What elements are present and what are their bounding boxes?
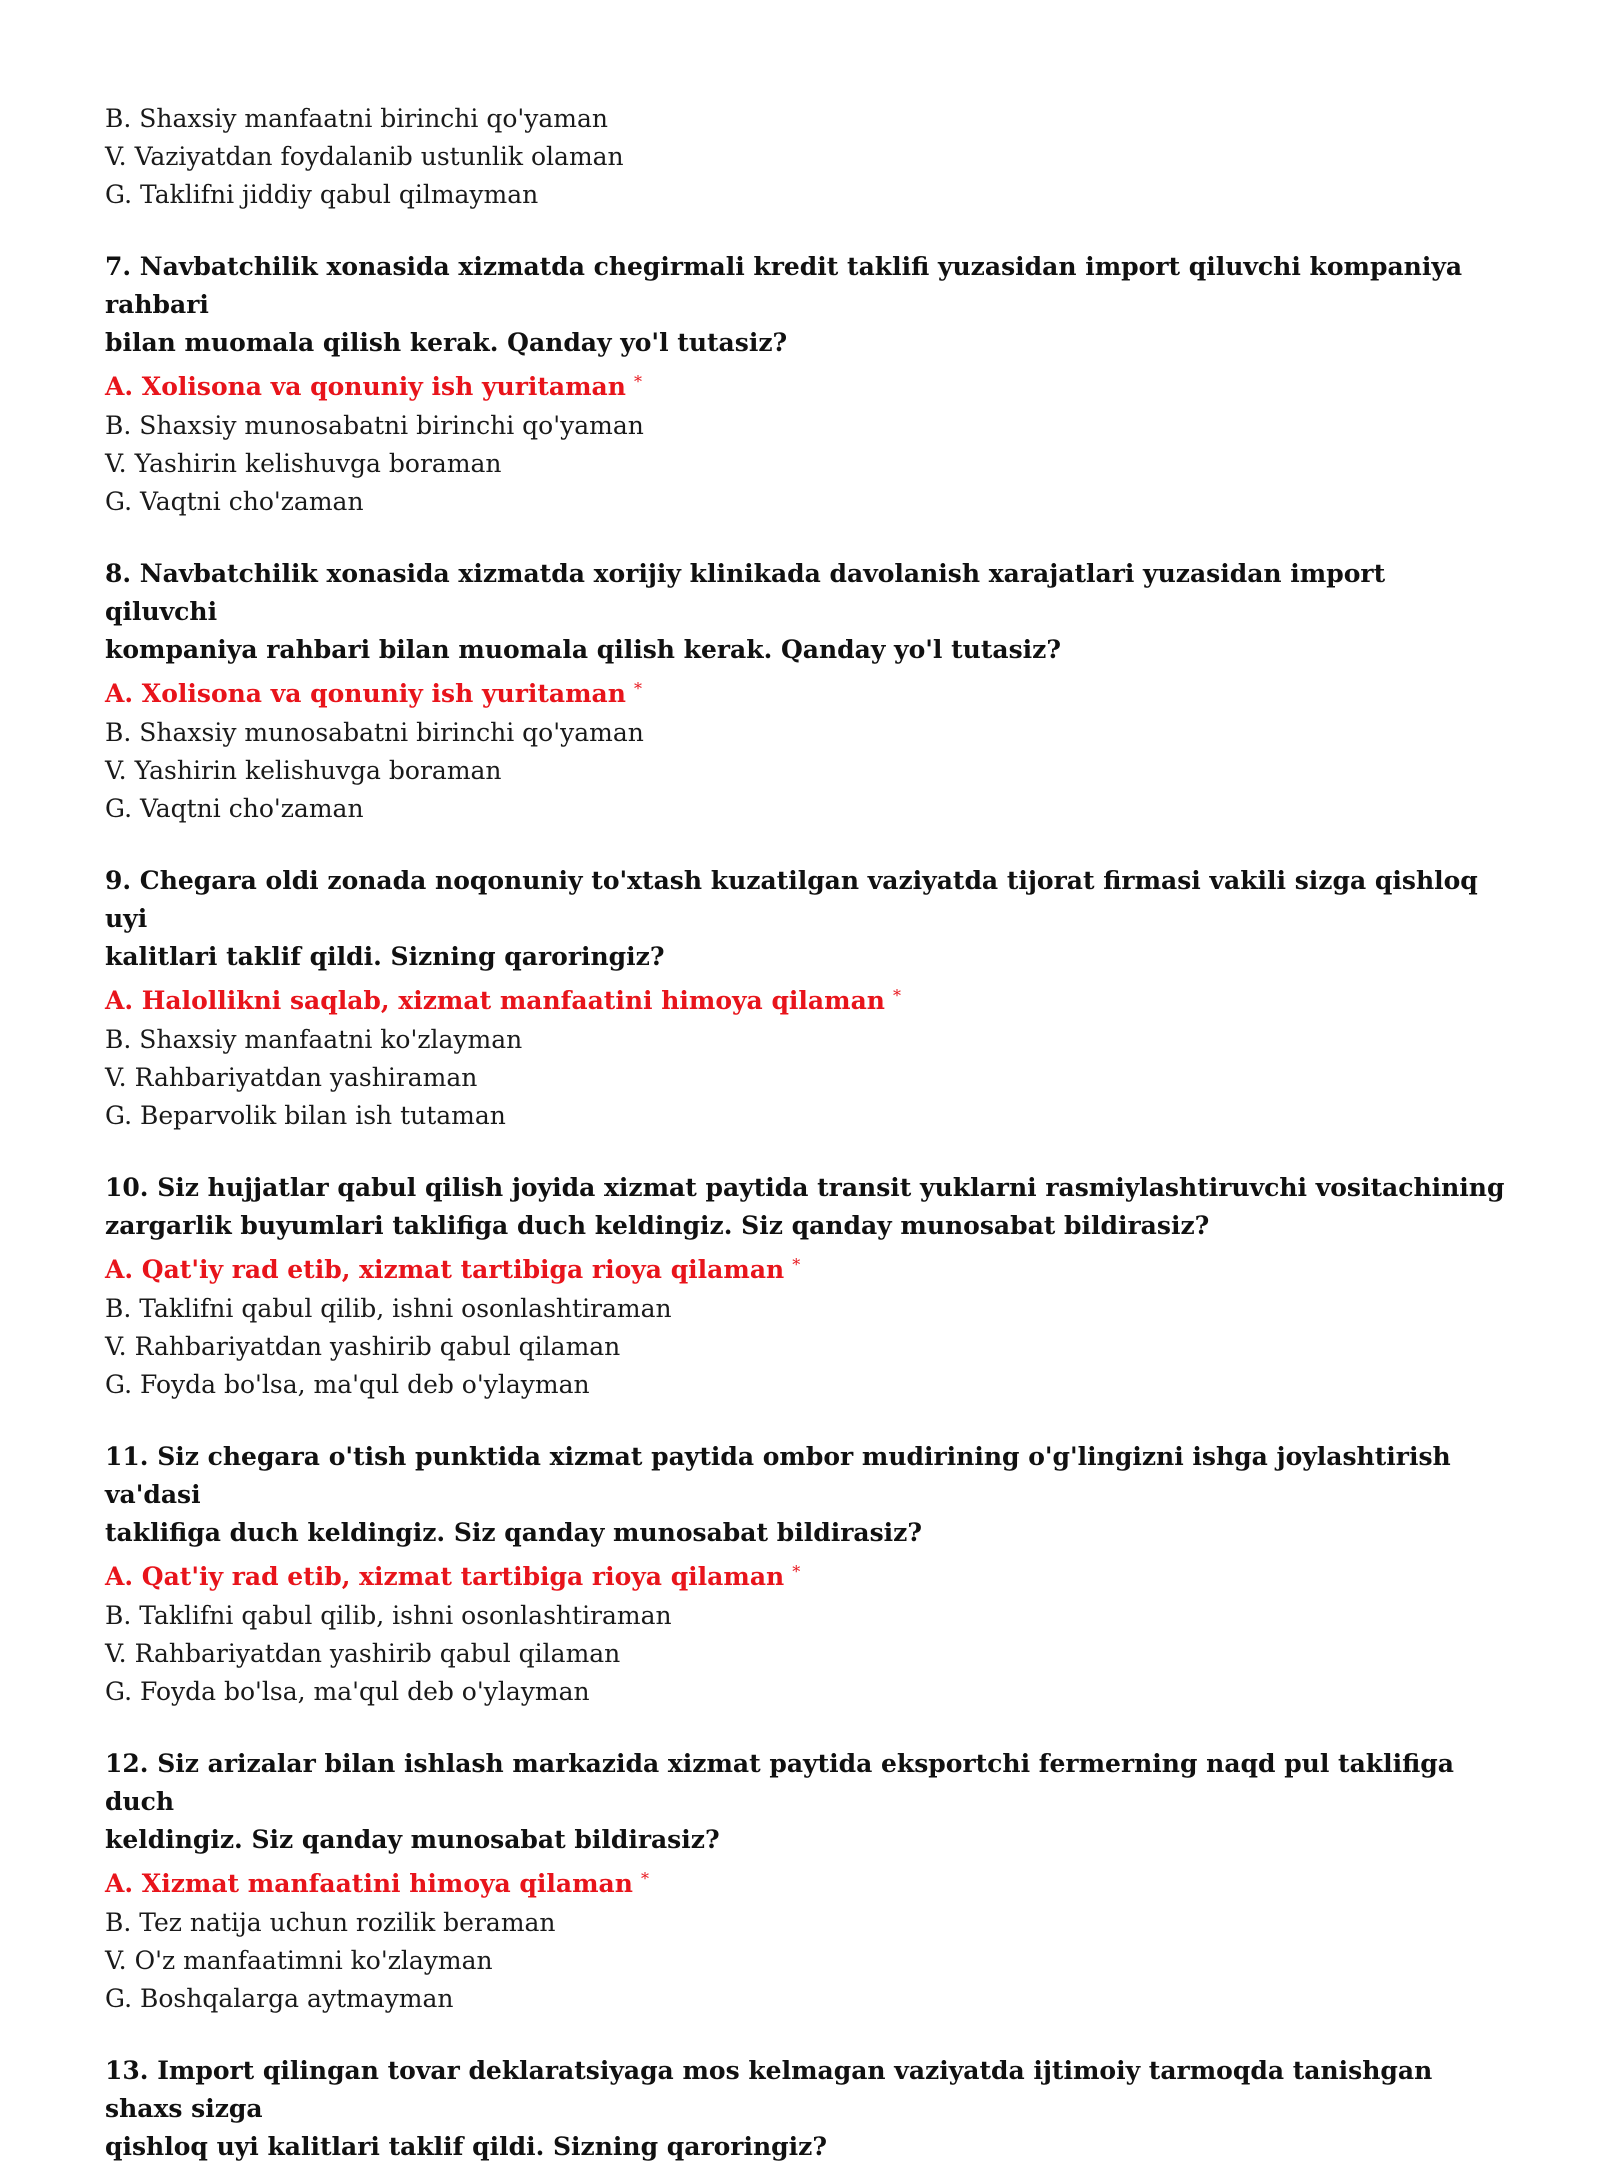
option-b: B. Shaxsiy manfaatni birinchi qo'yaman xyxy=(105,104,609,133)
option-b: B. Taklifni qabul qilib, ishni osonlashtiraman xyxy=(105,1601,672,1630)
option-v: V. O'z manfaatimni ko'zlayman xyxy=(105,1946,493,1975)
question-text xyxy=(105,1438,1505,1552)
question-line: taklifiga duch keldingiz. Siz qanday munosabat bildirasiz? xyxy=(105,1518,922,1547)
option-b: B. Tez natija uchun rozilik beraman xyxy=(105,1908,556,1937)
question-text xyxy=(105,248,1505,362)
question-line: 7. Navbatchilik xonasida xizmatda chegirmali kredit taklifi yuzasidan import qiluvchi kompaniya rahbari xyxy=(105,252,1463,319)
option-g: G. Foyda bo'lsa, ma'qul deb o'ylayman xyxy=(105,1370,590,1399)
correct-answer xyxy=(105,1245,1505,1290)
correct-marker: * xyxy=(892,986,901,1005)
question-text xyxy=(105,2052,1505,2166)
option-v: V. Rahbariyatdan yashiraman xyxy=(105,1063,478,1092)
option-g: G. Vaqtni cho'zaman xyxy=(105,794,364,823)
option-v: V. Rahbariyatdan yashirib qabul qilaman xyxy=(105,1639,621,1668)
correct-answer xyxy=(105,1859,1505,1904)
option-b: B. Taklifni qabul qilib, ishni osonlashtiraman xyxy=(105,1294,672,1323)
option-g: G. Taklifni jiddiy qabul qilmayman xyxy=(105,180,539,209)
correct-answer-text: A. Qat'iy rad etib, xizmat tartibiga rioya qilaman xyxy=(105,1562,785,1591)
correct-answer xyxy=(105,669,1505,714)
question-block-11 xyxy=(105,1438,1505,1711)
question-line: qishloq uyi kalitlari taklif qildi. Sizning qaroringiz? xyxy=(105,2132,827,2161)
question-line: 10. Siz hujjatlar qabul qilish joyida xizmat paytida transit yuklarni rasmiylashtiruvchi vositachining xyxy=(105,1173,1505,1202)
correct-answer-text: A. Xolisona va qonuniy ish yuritaman xyxy=(105,679,626,708)
question-text xyxy=(105,1745,1505,1859)
option-v: V. Yashirin kelishuvga boraman xyxy=(105,756,502,785)
correct-answer xyxy=(105,1552,1505,1597)
question-block-10 xyxy=(105,1169,1505,1404)
question-line: 9. Chegara oldi zonada noqonuniy to'xtash kuzatilgan vaziyatda tijorat firmasi vakili sizga qishloq uyi xyxy=(105,866,1478,933)
option-g: G. Beparvolik bilan ish tutaman xyxy=(105,1101,506,1130)
question-block-7 xyxy=(105,248,1505,521)
correct-marker: * xyxy=(640,1869,649,1888)
question-line: 13. Import qilingan tovar deklaratsiyaga mos kelmagan vaziyatda ijtimoiy tarmoqda tanishgan shaxs sizga xyxy=(105,2056,1433,2123)
question-line: zargarlik buyumlari taklifiga duch keldingiz. Siz qanday munosabat bildirasiz? xyxy=(105,1211,1210,1240)
question-block-13 xyxy=(105,2052,1505,2166)
correct-answer xyxy=(105,976,1505,1021)
question-block-8 xyxy=(105,555,1505,828)
correct-answer-text: A. Xolisona va qonuniy ish yuritaman xyxy=(105,372,626,401)
question-line: keldingiz. Siz qanday munosabat bildirasiz? xyxy=(105,1825,720,1854)
question-line: 8. Navbatchilik xonasida xizmatda xorijiy klinikada davolanish xarajatlari yuzasidan import qiluvchi xyxy=(105,559,1386,626)
option-g: G. Boshqalarga aytmayman xyxy=(105,1984,454,2013)
question-text xyxy=(105,555,1505,669)
correct-marker: * xyxy=(792,1255,801,1274)
option-v: V. Yashirin kelishuvga boraman xyxy=(105,449,502,478)
correct-marker: * xyxy=(633,372,642,391)
correct-answer xyxy=(105,362,1505,407)
correct-marker: * xyxy=(792,1562,801,1581)
question-line: kompaniya rahbari bilan muomala qilish kerak. Qanday yo'l tutasiz? xyxy=(105,635,1061,664)
option-b: B. Shaxsiy munosabatni birinchi qo'yaman xyxy=(105,411,644,440)
correct-answer-text: A. Xizmat manfaatini himoya qilaman xyxy=(105,1869,633,1898)
question-line: 11. Siz chegara o'tish punktida xizmat paytida ombor mudirining o'g'lingizni ishga joylashtirish va'dasi xyxy=(105,1442,1451,1509)
question-block-12 xyxy=(105,1745,1505,2018)
correct-answer-text: A. Qat'iy rad etib, xizmat tartibiga rioya qilaman xyxy=(105,1255,785,1284)
question-line: 12. Siz arizalar bilan ishlash markazida xizmat paytida eksportchi fermerning naqd pul taklifiga duch xyxy=(105,1749,1454,1816)
question-text xyxy=(105,1169,1505,1245)
option-v: V. Rahbariyatdan yashirib qabul qilaman xyxy=(105,1332,621,1361)
document-page xyxy=(105,100,1505,2166)
option-b: B. Shaxsiy munosabatni birinchi qo'yaman xyxy=(105,718,644,747)
question-text xyxy=(105,862,1505,976)
option-g: G. Vaqtni cho'zaman xyxy=(105,487,364,516)
previous-question-remaining-options xyxy=(105,100,1505,214)
question-line: kalitlari taklif qildi. Sizning qaroringiz? xyxy=(105,942,665,971)
correct-marker: * xyxy=(633,679,642,698)
question-block-9 xyxy=(105,862,1505,1135)
option-g: G. Foyda bo'lsa, ma'qul deb o'ylayman xyxy=(105,1677,590,1706)
option-v: V. Vaziyatdan foydalanib ustunlik olaman xyxy=(105,142,624,171)
option-b: B. Shaxsiy manfaatni ko'zlayman xyxy=(105,1025,523,1054)
question-line: bilan muomala qilish kerak. Qanday yo'l tutasiz? xyxy=(105,328,788,357)
correct-answer-text: A. Halollikni saqlab, xizmat manfaatini himoya qilaman xyxy=(105,986,885,1015)
